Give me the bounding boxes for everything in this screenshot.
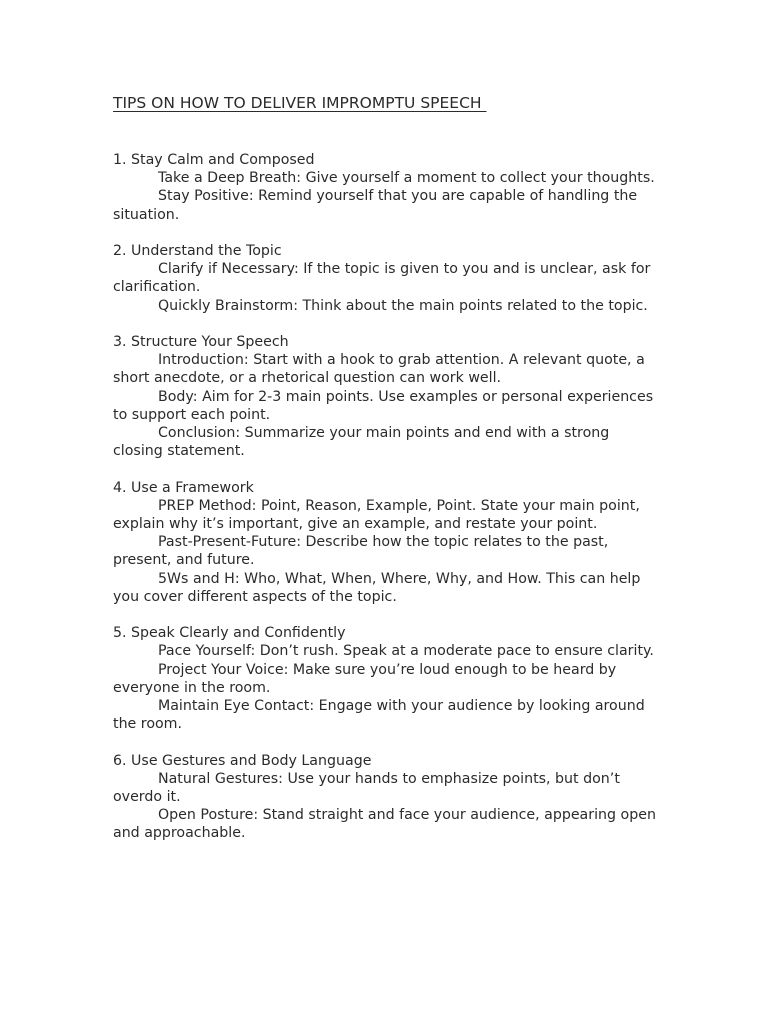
tip-paragraph: Natural Gestures: Use your hands to emphasize points, but don’t overdo it. <box>113 770 620 806</box>
tip-paragraph: Past-Present-Future: Describe how the topic relates to the past, present, and future. <box>113 534 609 569</box>
section-speak-clearly <box>113 624 658 733</box>
document-body <box>113 93 658 861</box>
section-gestures-body-language <box>113 752 658 843</box>
section-heading: 5. Speak Clearly and Confidently <box>113 625 346 642</box>
section-heading: 6. Use Gestures and Body Language <box>113 752 372 769</box>
tip-paragraph: 5Ws and H: Who, What, When, Where, Why, and How. This can help you cover different aspects of the topic. <box>113 570 641 605</box>
tip-paragraph: Maintain Eye Contact: Engage with your audience by looking around the room. <box>113 698 645 733</box>
section-stay-calm <box>113 151 658 224</box>
tip-paragraph: Introduction: Start with a hook to grab attention. A relevant quote, a short anecdote, or a rhetorical question can work well. <box>113 352 645 387</box>
document-title: TIPS ON HOW TO DELIVER IMPROMPTU SPEECH <box>113 94 487 112</box>
section-structure-speech <box>113 333 658 460</box>
tip-paragraph: Stay Positive: Remind yourself that you are capable of handling the situation. <box>113 188 638 223</box>
section-heading: 3. Structure Your Speech <box>113 334 289 350</box>
tip-paragraph: Conclusion: Summarize your main points and end with a strong closing statement. <box>113 425 610 460</box>
tip-paragraph: Quickly Brainstorm: Think about the main points related to the topic. <box>158 297 648 314</box>
section-understand-topic <box>113 242 658 315</box>
tip-paragraph: Clarify if Necessary: If the topic is given to you and is unclear, ask for clarification. <box>113 261 651 296</box>
tip-paragraph: Body: Aim for 2-3 main points. Use examples or personal experiences to support each point. <box>113 388 654 423</box>
section-heading: 2. Understand the Topic <box>113 243 282 259</box>
tip-paragraph: Open Posture: Stand straight and face your audience, appearing open and approachable. <box>113 807 656 842</box>
tip-paragraph: Pace Yourself: Don’t rush. Speak at a moderate pace to ensure clarity. <box>158 643 654 660</box>
tip-paragraph: Project Your Voice: Make sure you’re loud enough to be heard by everyone in the room. <box>113 661 617 696</box>
tip-paragraph: PREP Method: Point, Reason, Example, Point. State your main point, explain why it’s important, give an example, and restate your point. <box>113 497 640 533</box>
section-heading: 1. Stay Calm and Composed <box>113 152 315 168</box>
section-heading: 4. Use a Framework <box>113 479 254 496</box>
section-use-framework <box>113 479 658 606</box>
tip-paragraph: Take a Deep Breath: Give yourself a moment to collect your thoughts. <box>158 170 655 187</box>
